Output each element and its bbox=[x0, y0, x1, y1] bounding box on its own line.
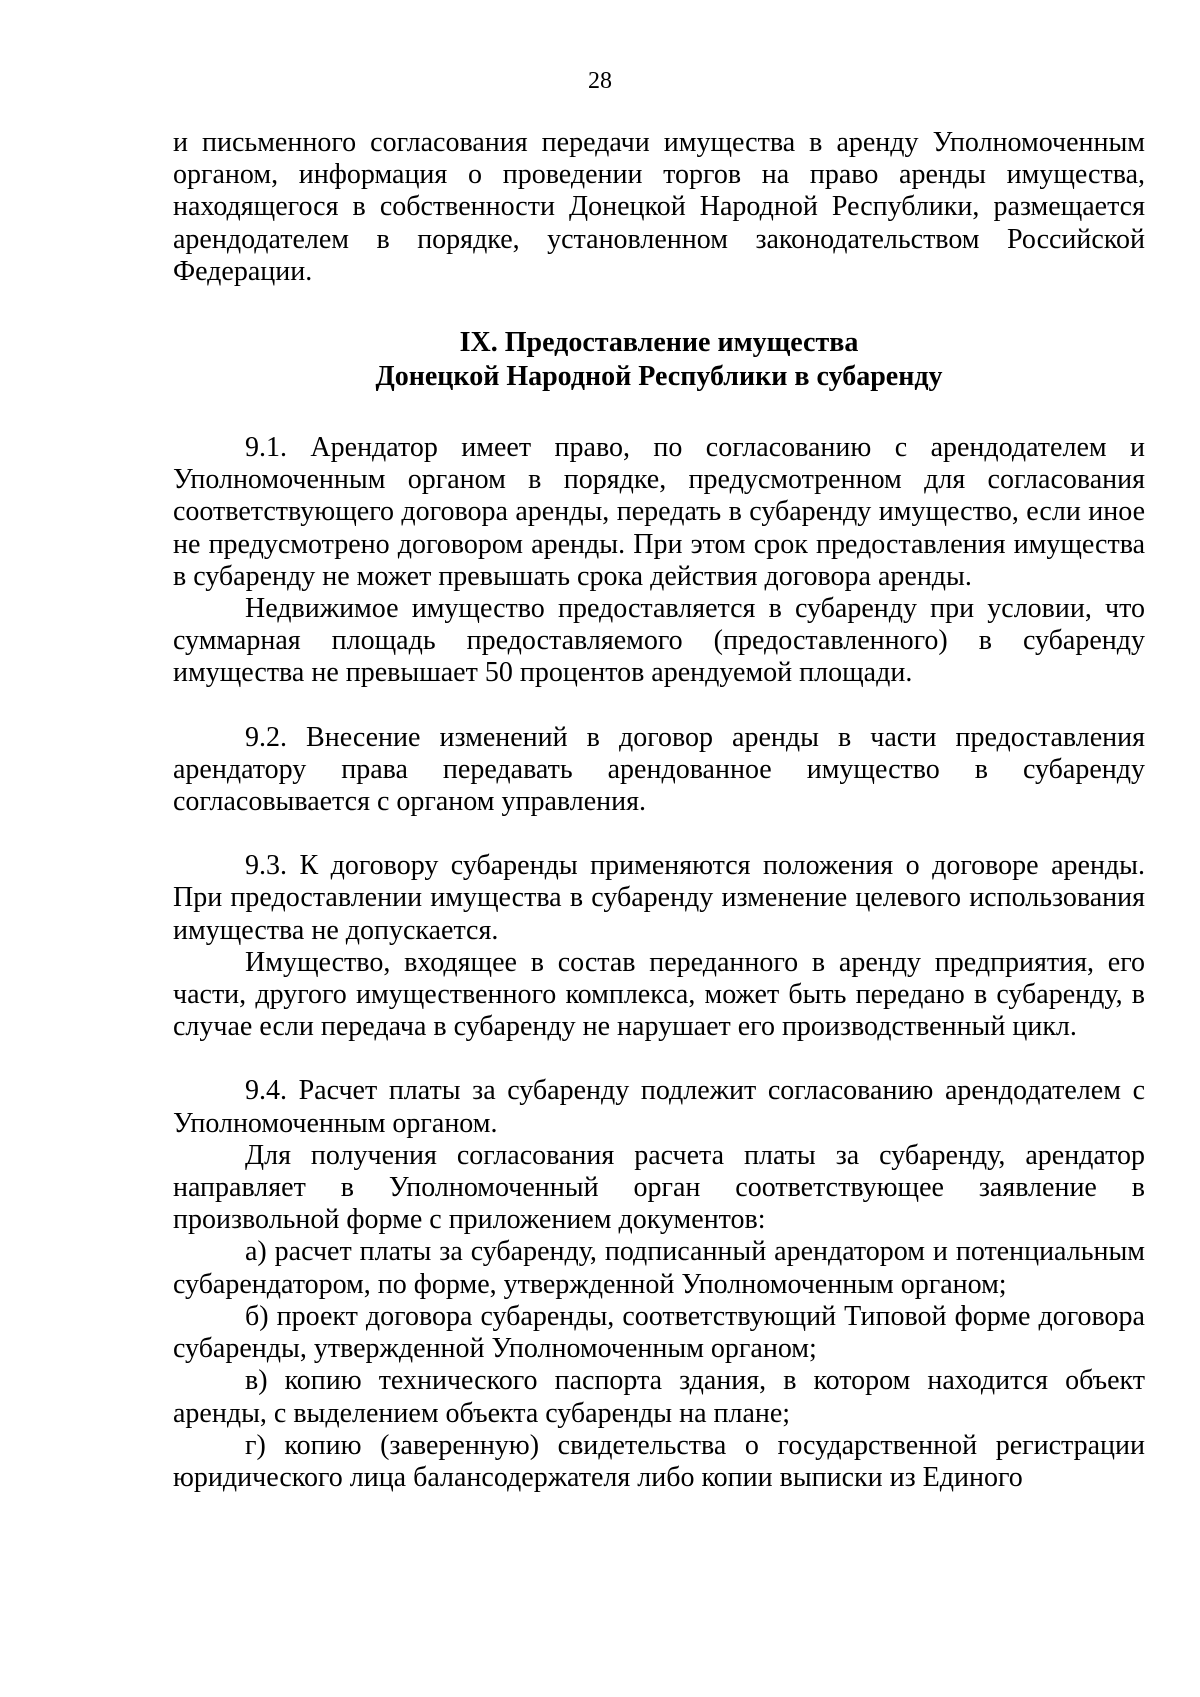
page-number: 28 bbox=[588, 68, 612, 94]
intro-paragraph: и письменного согласования передачи имущества в аренду Уполномоченным органом, информация о проведении торгов на право аренды имущества, находящегося в собственности Донецкой Народной Республики, размещается арендодателем в порядке, установленном законодательством Российской Федерации. bbox=[173, 127, 1145, 287]
paragraph-9-4-second: Для получения согласования расчета платы за субаренду, арендатор направляет в Уполномоченный орган соответствующее заявление в произвольной форме с приложением документов: bbox=[173, 1139, 1145, 1236]
list-item-v: в) копию технического паспорта здания, в котором находится объект аренды, с выделением объекта субаренды на плане; bbox=[173, 1365, 1145, 1429]
paragraph-9-4: 9.4. Расчет платы за субаренду подлежит согласованию арендодателем с Уполномоченным органом. bbox=[173, 1075, 1145, 1139]
paragraph-9-1: 9.1. Арендатор имеет право, по согласованию с арендодателем и Уполномоченным органом в порядке, предусмотренном для согласования соответствующего договора аренды, передать в субаренду имущество, если иное не предусмотрено договором аренды. При этом срок предоставления имущества в субаренду не может превышать срока действия договора аренды. bbox=[173, 432, 1145, 592]
page-content bbox=[173, 127, 1145, 1494]
paragraph-9-2: 9.2. Внесение изменений в договор аренды в части предоставления арендатору права передавать арендованное имущество в субаренду согласовывается с органом управления. bbox=[173, 721, 1145, 818]
paragraph-9-3: 9.3. К договору субаренды применяются положения о договоре аренды. При предоставлении имущества в субаренду изменение целевого использования имущества не допускается. bbox=[173, 850, 1145, 946]
section-title-line-2: Донецкой Народной Республики в субаренду bbox=[375, 361, 943, 393]
list-item-a: а) расчет платы за субаренду, подписанный арендатором и потенциальным субарендатором, по форме, утвержденной Уполномоченным органом; bbox=[173, 1236, 1145, 1300]
paragraph-9-1-second: Недвижимое имущество предоставляется в субаренду при условии, что суммарная площадь предоставляемого (предоставленного) в субаренду имущества не превышает 50 процентов арендуемой площади. bbox=[173, 593, 1145, 689]
list-item-g: г) копию (заверенную) свидетельства о государственной регистрации юридического лица балансодержателя либо копии выписки из Единого bbox=[173, 1429, 1145, 1493]
section-title-line-1: IX. Предоставление имущества bbox=[459, 327, 859, 359]
paragraph-9-3-second: Имущество, входящее в состав переданного в аренду предприятия, его части, другого имущественного комплекса, может быть передано в субаренду, в случае если передача в субаренду не нарушает его производственный цикл. bbox=[173, 946, 1145, 1043]
list-item-b: б) проект договора субаренды, соответствующий Типовой форме договора субаренды, утвержденной Уполномоченным органом; bbox=[173, 1300, 1145, 1365]
